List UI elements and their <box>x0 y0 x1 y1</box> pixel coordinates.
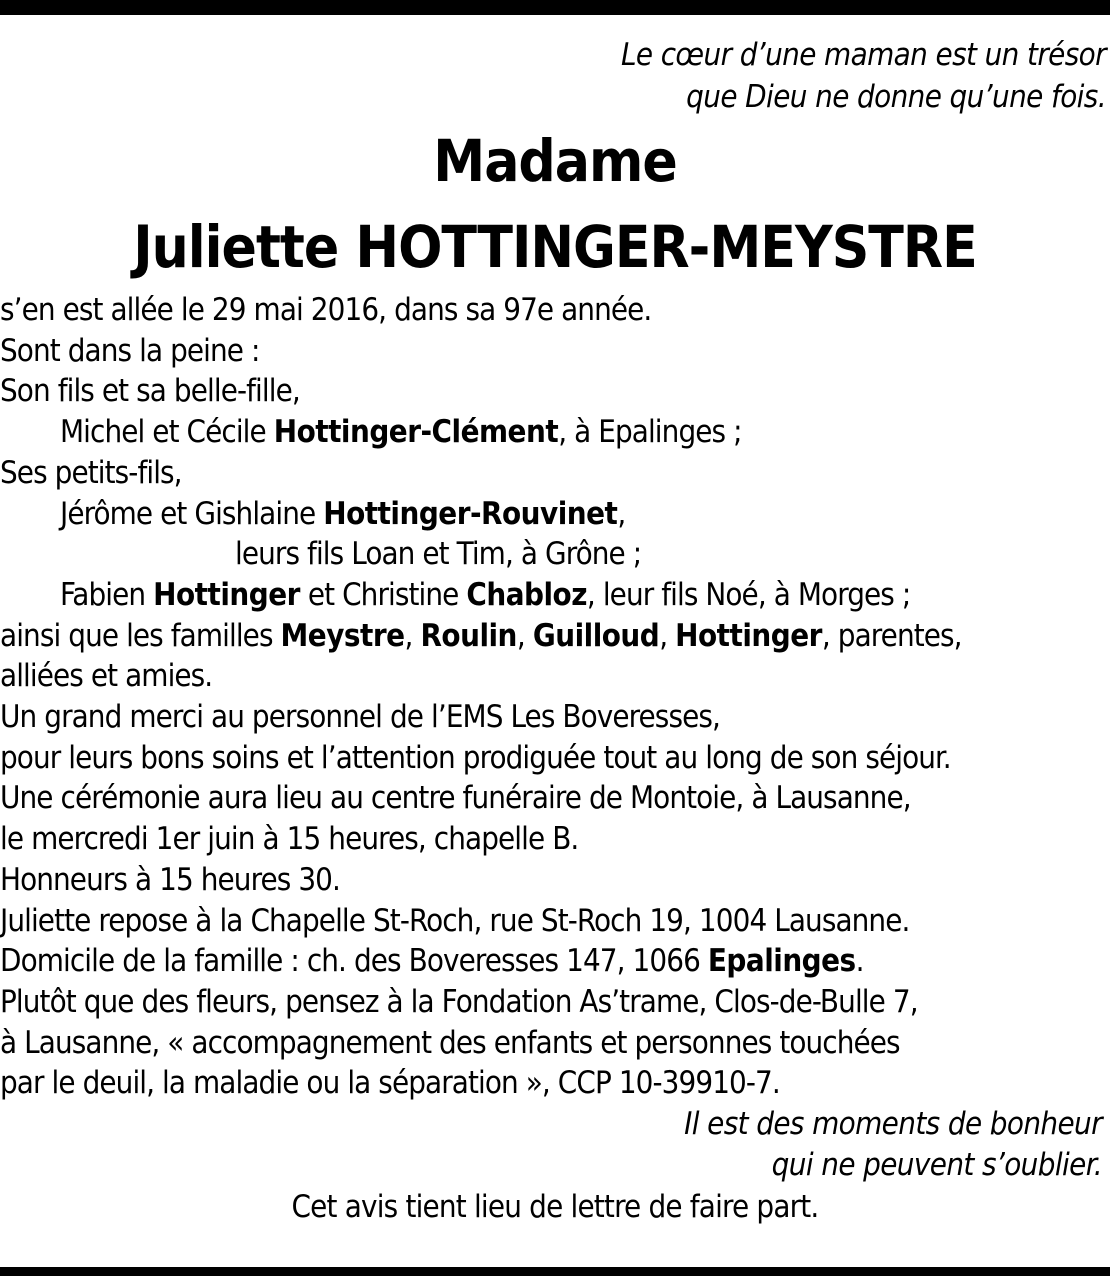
epigraph-line-2: que Dieu ne donne qu’une fois. <box>686 79 1106 115</box>
body-line: Sont dans la peine : <box>0 332 260 369</box>
text-run: et Christine <box>299 576 467 613</box>
body-line <box>0 941 1110 982</box>
body-line: Plutôt que des fleurs, pensez à la Fondation As’trame, Clos-de-Bulle 7, <box>0 983 918 1020</box>
body-line: Une cérémonie aura lieu au centre funéraire de Montoie, à Lausanne, <box>0 780 911 817</box>
family-name-bold: Roulin <box>420 617 517 654</box>
body-line <box>0 575 1110 616</box>
text-run: , <box>617 495 626 532</box>
body-line: Ses petits-fils, <box>0 454 182 491</box>
bottom-border-rule <box>0 1267 1110 1276</box>
epigraph <box>0 34 1110 118</box>
body-line: par le deuil, la maladie ou la séparation », CCP 10-39910-7. <box>0 1065 780 1102</box>
place-name-bold: Epalinges <box>707 943 856 980</box>
closing-line-1: Il est des moments de bonheur <box>684 1106 1102 1143</box>
top-border-rule <box>0 0 1110 15</box>
body-line: Honneurs à 15 heures 30. <box>0 861 340 898</box>
text-run: , <box>404 617 421 654</box>
body-line: alliées et amies. <box>0 658 213 695</box>
closing-verse <box>0 1104 1110 1186</box>
text-run: . <box>855 943 864 980</box>
obituary-notice <box>0 34 1110 1228</box>
notice-statement: Cet avis tient lieu de lettre de faire part. <box>291 1189 819 1226</box>
body-line: s’en est allée le 29 mai 2016, dans sa 97e année. <box>0 292 652 328</box>
epigraph-line-1: Le cœur d’une maman est un trésor <box>620 37 1106 73</box>
body-line: le mercredi 1er juin à 15 heures, chapelle B. <box>0 821 579 858</box>
family-name-bold: Guilloud <box>532 617 660 654</box>
text-run: , leur fils Noé, à Morges ; <box>586 576 911 613</box>
text-run: Domicile de la famille : ch. des Boveresses 147, 1066 <box>0 943 708 980</box>
body-line: à Lausanne, « accompagnement des enfants et personnes touchées <box>0 1024 900 1061</box>
text-run: , <box>659 617 676 654</box>
family-name-bold: Meystre <box>280 617 405 654</box>
honorific-title: Madame <box>433 127 677 195</box>
family-name-bold: Hottinger-Clément <box>273 414 559 451</box>
body-line <box>0 412 1110 453</box>
family-name-bold: Chabloz <box>466 576 587 613</box>
body-line: leurs fils Loan et Tim, à Grône ; <box>235 536 642 573</box>
text-run: Michel et Cécile <box>60 414 274 451</box>
text-run: , <box>516 617 533 654</box>
family-name-bold: Hottinger <box>675 617 822 654</box>
text-run: Fabien <box>60 576 154 613</box>
text-run: Jérôme et Gishlaine <box>60 495 324 532</box>
body-line: pour leurs bons soins et l’attention prodiguée tout au long de son séjour. <box>0 739 951 776</box>
closing-line-2: qui ne peuvent s’oublier. <box>771 1147 1102 1184</box>
text-run: , parentes, <box>821 617 962 654</box>
body-line: Juliette repose à la Chapelle St-Roch, rue St-Roch 19, 1004 Lausanne. <box>0 902 910 939</box>
family-name-bold: Hottinger <box>153 576 300 613</box>
text-run: , à Epalinges ; <box>558 414 742 451</box>
family-name-bold: Hottinger-Rouvinet <box>323 495 618 532</box>
body-line <box>0 616 1110 657</box>
body-line: Son fils et sa belle-fille, <box>0 373 300 410</box>
text-run: ainsi que les familles <box>0 617 281 654</box>
deceased-name: Juliette HOTTINGER-MEYSTRE <box>133 213 977 281</box>
body-line: Un grand merci au personnel de l’EMS Les Boveresses, <box>0 699 720 736</box>
obituary-body <box>0 290 1110 1104</box>
body-line <box>0 494 1110 535</box>
